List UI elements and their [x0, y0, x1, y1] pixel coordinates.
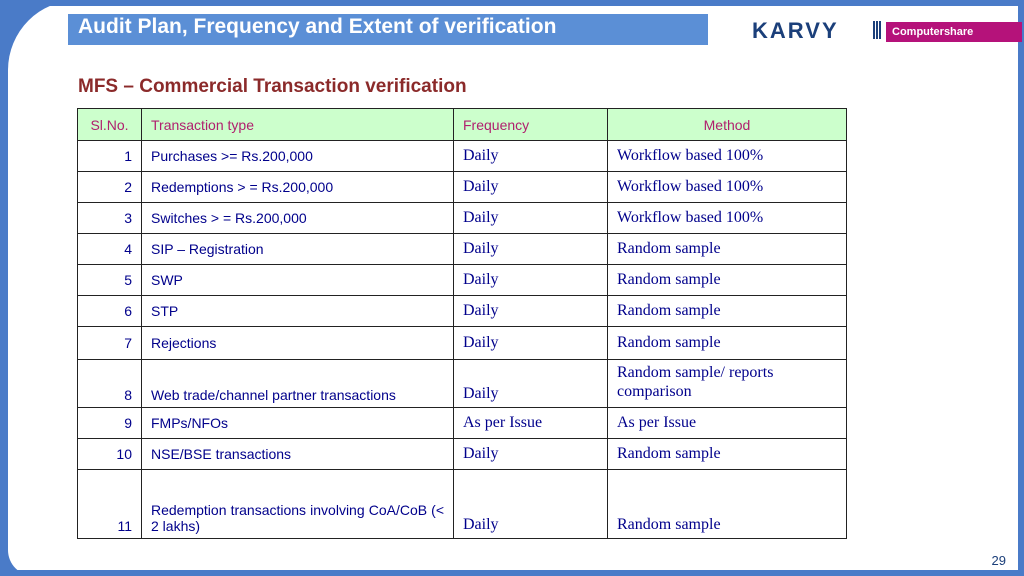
method-cell: Random sample — [608, 265, 847, 296]
method-cell: Random sample — [608, 439, 847, 470]
table-row — [78, 265, 847, 296]
transaction-type-cell: Redemptions > = Rs.200,000 — [142, 172, 454, 203]
transaction-type-cell: Redemption transactions involving CoA/CoB (< 2 lakhs) — [142, 470, 454, 539]
frequency-cell: Daily — [454, 296, 608, 327]
header-frequency: Frequency — [454, 109, 608, 141]
karvy-logo-text: KARVY — [752, 18, 839, 43]
transaction-type-cell: SWP — [142, 265, 454, 296]
slide-body-curve — [8, 0, 78, 576]
header-transaction-type: Transaction type — [142, 109, 454, 141]
transaction-type-cell: FMPs/NFOs — [142, 408, 454, 439]
sl-no-cell: 3 — [78, 203, 142, 234]
transaction-type-cell: Web trade/channel partner transactions — [142, 360, 454, 408]
table-header-row — [78, 109, 847, 141]
method-cell: Random sample — [608, 296, 847, 327]
frequency-cell: As per Issue — [454, 408, 608, 439]
sl-no-cell: 11 — [78, 470, 142, 539]
sl-no-cell: 4 — [78, 234, 142, 265]
sl-no-cell: 8 — [78, 360, 142, 408]
sl-no-cell: 6 — [78, 296, 142, 327]
table-row — [78, 439, 847, 470]
sl-no-cell: 10 — [78, 439, 142, 470]
method-cell: Workflow based 100% — [608, 203, 847, 234]
sl-no-cell: 2 — [78, 172, 142, 203]
title-bar — [68, 14, 708, 45]
table-row — [78, 408, 847, 439]
sl-no-cell: 5 — [78, 265, 142, 296]
page-number: 29 — [991, 553, 1006, 568]
top-border — [0, 0, 1024, 6]
method-cell: Random sample — [608, 234, 847, 265]
table-row — [78, 203, 847, 234]
table-row — [78, 141, 847, 172]
frequency-cell: Daily — [454, 439, 608, 470]
transaction-type-cell: Purchases >= Rs.200,000 — [142, 141, 454, 172]
method-cell: Random sample — [608, 327, 847, 360]
method-cell: As per Issue — [608, 408, 847, 439]
table-row — [78, 327, 847, 360]
table-row — [78, 172, 847, 203]
frequency-cell: Daily — [454, 327, 608, 360]
method-cell: Random sample — [608, 470, 847, 539]
frequency-cell: Daily — [454, 141, 608, 172]
table-row — [78, 360, 847, 408]
verification-table — [77, 108, 847, 539]
frequency-cell: Daily — [454, 265, 608, 296]
header-sl-no: Sl.No. — [78, 109, 142, 141]
transaction-type-cell: NSE/BSE transactions — [142, 439, 454, 470]
logo-bars-icon — [873, 21, 883, 39]
method-cell: Random sample/ reports comparison — [608, 360, 847, 408]
frequency-cell: Daily — [454, 172, 608, 203]
table-row — [78, 296, 847, 327]
computershare-logo: Computershare — [886, 22, 1022, 42]
table-row — [78, 470, 847, 539]
transaction-type-cell: Rejections — [142, 327, 454, 360]
sl-no-cell: 1 — [78, 141, 142, 172]
page-title: Audit Plan, Frequency and Extent of verification — [78, 15, 557, 38]
transaction-type-cell: SIP – Registration — [142, 234, 454, 265]
table-row — [78, 234, 847, 265]
frequency-cell: Daily — [454, 470, 608, 539]
frequency-cell: Daily — [454, 360, 608, 408]
frequency-cell: Daily — [454, 203, 608, 234]
bottom-border — [0, 570, 1024, 576]
header-method: Method — [608, 109, 847, 141]
transaction-type-cell: STP — [142, 296, 454, 327]
sl-no-cell: 7 — [78, 327, 142, 360]
method-cell: Workflow based 100% — [608, 172, 847, 203]
sl-no-cell: 9 — [78, 408, 142, 439]
transaction-type-cell: Switches > = Rs.200,000 — [142, 203, 454, 234]
right-border — [1018, 0, 1024, 576]
section-subtitle: MFS – Commercial Transaction verification — [78, 76, 467, 97]
frequency-cell: Daily — [454, 234, 608, 265]
method-cell: Workflow based 100% — [608, 141, 847, 172]
